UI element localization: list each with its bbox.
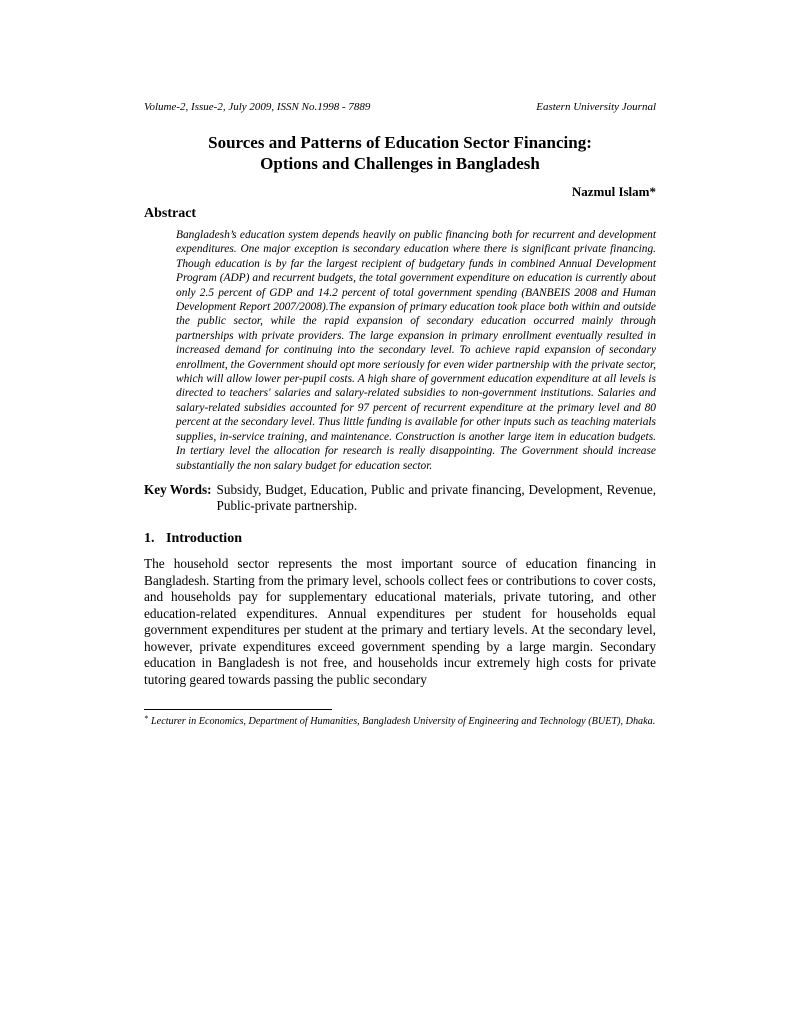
keywords-text: Subsidy, Budget, Education, Public and private financing, Development, Revenue, Public-private partnership. xyxy=(216,481,656,514)
footnote xyxy=(144,715,656,729)
paper-title-line-2: Options and Challenges in Bangladesh xyxy=(260,154,540,173)
paper-title xyxy=(144,132,656,174)
abstract-heading: Abstract xyxy=(144,206,197,221)
section-heading-introduction xyxy=(144,530,656,547)
section-number: 1. xyxy=(144,530,155,546)
footnote-marker: * xyxy=(144,713,148,723)
author-name: Nazmul Islam* xyxy=(571,184,656,199)
header-volume-info: Volume-2, Issue-2, July 2009, ISSN No.1998 - 7889 xyxy=(144,101,371,113)
header-journal-name: Eastern University Journal xyxy=(536,101,656,113)
footnote-divider xyxy=(144,709,332,710)
abstract-text: Bangladesh’s education system depends heavily on public financing both for recurrent and development expenditures. One major exception is secondary education where there is significant private financing. Though education is by far the largest recipient of budgetary funds in combined Annual Development Program (ADP) and recurrent budgets, the total government expenditure on education is currently about only 2.5 percent of GDP and 14.2 percent of total government spending (BANBEIS 2008 and Human Development Report 2007/2008).The expansion of primary education took place both within and outside the public sector, while the rapid expansion of secondary education occurred mainly through partnerships with private providers. The large expansion in primary enrollment eventually resulted in increased demand for continuing into the secondary level. To achieve rapid expansion of secondary enrollment, the Government should opt more seriously for even wider partnership with the private sector, which will allow lower per-pupil costs. A high share of government education expenditure at all levels is directed to teachers' salaries and salary-related subsidies to non-government institutions. Salaries and salary-related subsidies accounted for 97 percent of recurrent expenditure at the primary level and 80 percent at the secondary level. Thus little funding is available for other inputs such as teaching materials supplies, in-service training, and maintenance. Construction is another large item in education budgets. In tertiary level the allocation for research is really disappointing. The Government should increase substantially the non salary budget for education sector. xyxy=(176,229,656,472)
introduction-paragraph: The household sector represents the most important source of education financing in Bangladesh. Starting from the primary level, schools collect fees or contributions to cover costs, and households pay for supplementary educational materials, private tutoring, and other education-related expenditures. Annual expenditures per student for households equal government expenditures per student at the primary and tertiary levels. At the secondary level, however, private expenditures exceed government spending by a large margin. Secondary education in Bangladesh is not free, and households incur extremely high costs for private tutoring geared towards passing the public secondary xyxy=(144,555,656,688)
running-header xyxy=(144,100,656,114)
footnote-text: Lecturer in Economics, Department of Humanities, Bangladesh University of Engineering and Technology (BUET), Dhaka. xyxy=(151,715,656,727)
section-title: Introduction xyxy=(166,530,242,546)
journal-page xyxy=(144,100,656,728)
paper-title-line-1: Sources and Patterns of Education Sector Financing: xyxy=(208,133,592,152)
keywords-label: Key Words: xyxy=(144,481,212,497)
keywords xyxy=(144,482,656,515)
